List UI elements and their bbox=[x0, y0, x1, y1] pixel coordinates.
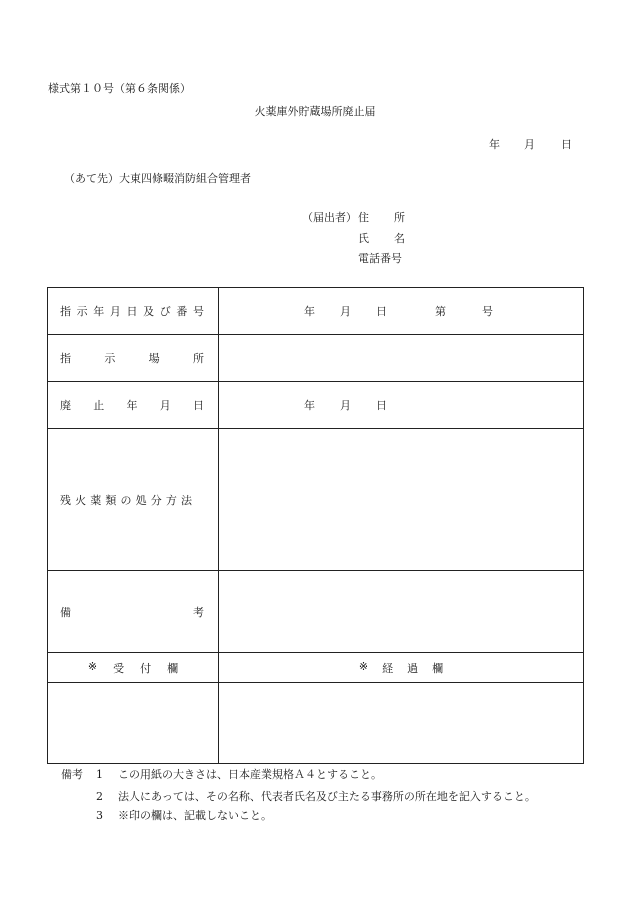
note-number: 1 bbox=[96, 768, 103, 781]
instruction-number-prefix: 第 bbox=[435, 305, 446, 318]
form-id: 様式第１０号（第６条関係） bbox=[48, 82, 191, 95]
abolition-date-row bbox=[48, 382, 584, 429]
disposal-row bbox=[48, 429, 584, 571]
date-year: 年 bbox=[489, 138, 500, 151]
abolition-year: 年 bbox=[304, 399, 315, 412]
instruction-month: 月 bbox=[340, 305, 351, 318]
remarks-row bbox=[48, 571, 584, 653]
abolition-date-label: 廃 止 年 月 日 bbox=[48, 382, 219, 429]
instruction-number-suffix: 号 bbox=[482, 305, 493, 318]
address-label-1: 住 bbox=[358, 211, 369, 224]
name-label-1: 氏 bbox=[358, 232, 369, 245]
submitter-label: （届出者） bbox=[302, 211, 357, 224]
place-value-cell[interactable] bbox=[219, 335, 584, 382]
remarks-label: 備 考 bbox=[48, 571, 219, 653]
instruction-row bbox=[48, 288, 584, 335]
note-number: 3 bbox=[96, 809, 103, 822]
note-number: 2 bbox=[96, 790, 103, 803]
address-label-2: 所 bbox=[394, 211, 405, 224]
abolition-month: 月 bbox=[340, 399, 351, 412]
office-header-row bbox=[48, 653, 584, 683]
instruction-year: 年 bbox=[304, 305, 315, 318]
addressee: （あて先）大東四條畷消防組合管理者 bbox=[64, 172, 251, 185]
date-day: 日 bbox=[561, 138, 572, 151]
name-label-2: 名 bbox=[394, 232, 405, 245]
note-text: 法人にあっては、その名称、代表者氏名及び主たる事務所の所在地を記入すること。 bbox=[118, 790, 536, 803]
office-use-row bbox=[48, 683, 584, 764]
form-table bbox=[47, 287, 584, 764]
note-text: ※印の欄は、記載しないこと。 bbox=[118, 809, 272, 822]
place-label: 指 示 場 所 bbox=[48, 335, 219, 382]
place-row bbox=[48, 335, 584, 382]
note-text: この用紙の大きさは、日本産業規格Ａ４とすること。 bbox=[118, 768, 382, 781]
abolition-day: 日 bbox=[376, 399, 387, 412]
progress-label: ※ 経 過 欄 bbox=[219, 653, 584, 683]
remarks-value-cell[interactable] bbox=[219, 571, 584, 653]
progress-value-cell bbox=[219, 683, 584, 764]
instruction-value-cell[interactable] bbox=[219, 288, 584, 335]
reception-label: ※ 受 付 欄 bbox=[48, 653, 219, 683]
disposal-label: 残 火 薬 類 の 処 分 方 法 bbox=[48, 429, 219, 571]
instruction-day: 日 bbox=[376, 305, 387, 318]
date-month: 月 bbox=[524, 138, 535, 151]
phone-label: 電話番号 bbox=[358, 252, 402, 265]
reception-value-cell bbox=[48, 683, 219, 764]
disposal-value-cell[interactable] bbox=[219, 429, 584, 571]
form-title: 火薬庫外貯蔵場所廃止届 bbox=[254, 105, 376, 118]
abolition-date-value-cell[interactable] bbox=[219, 382, 584, 429]
instruction-label: 指 示 年 月 日 及 び 番 号 bbox=[48, 288, 219, 335]
notes-heading: 備考 bbox=[61, 768, 83, 781]
